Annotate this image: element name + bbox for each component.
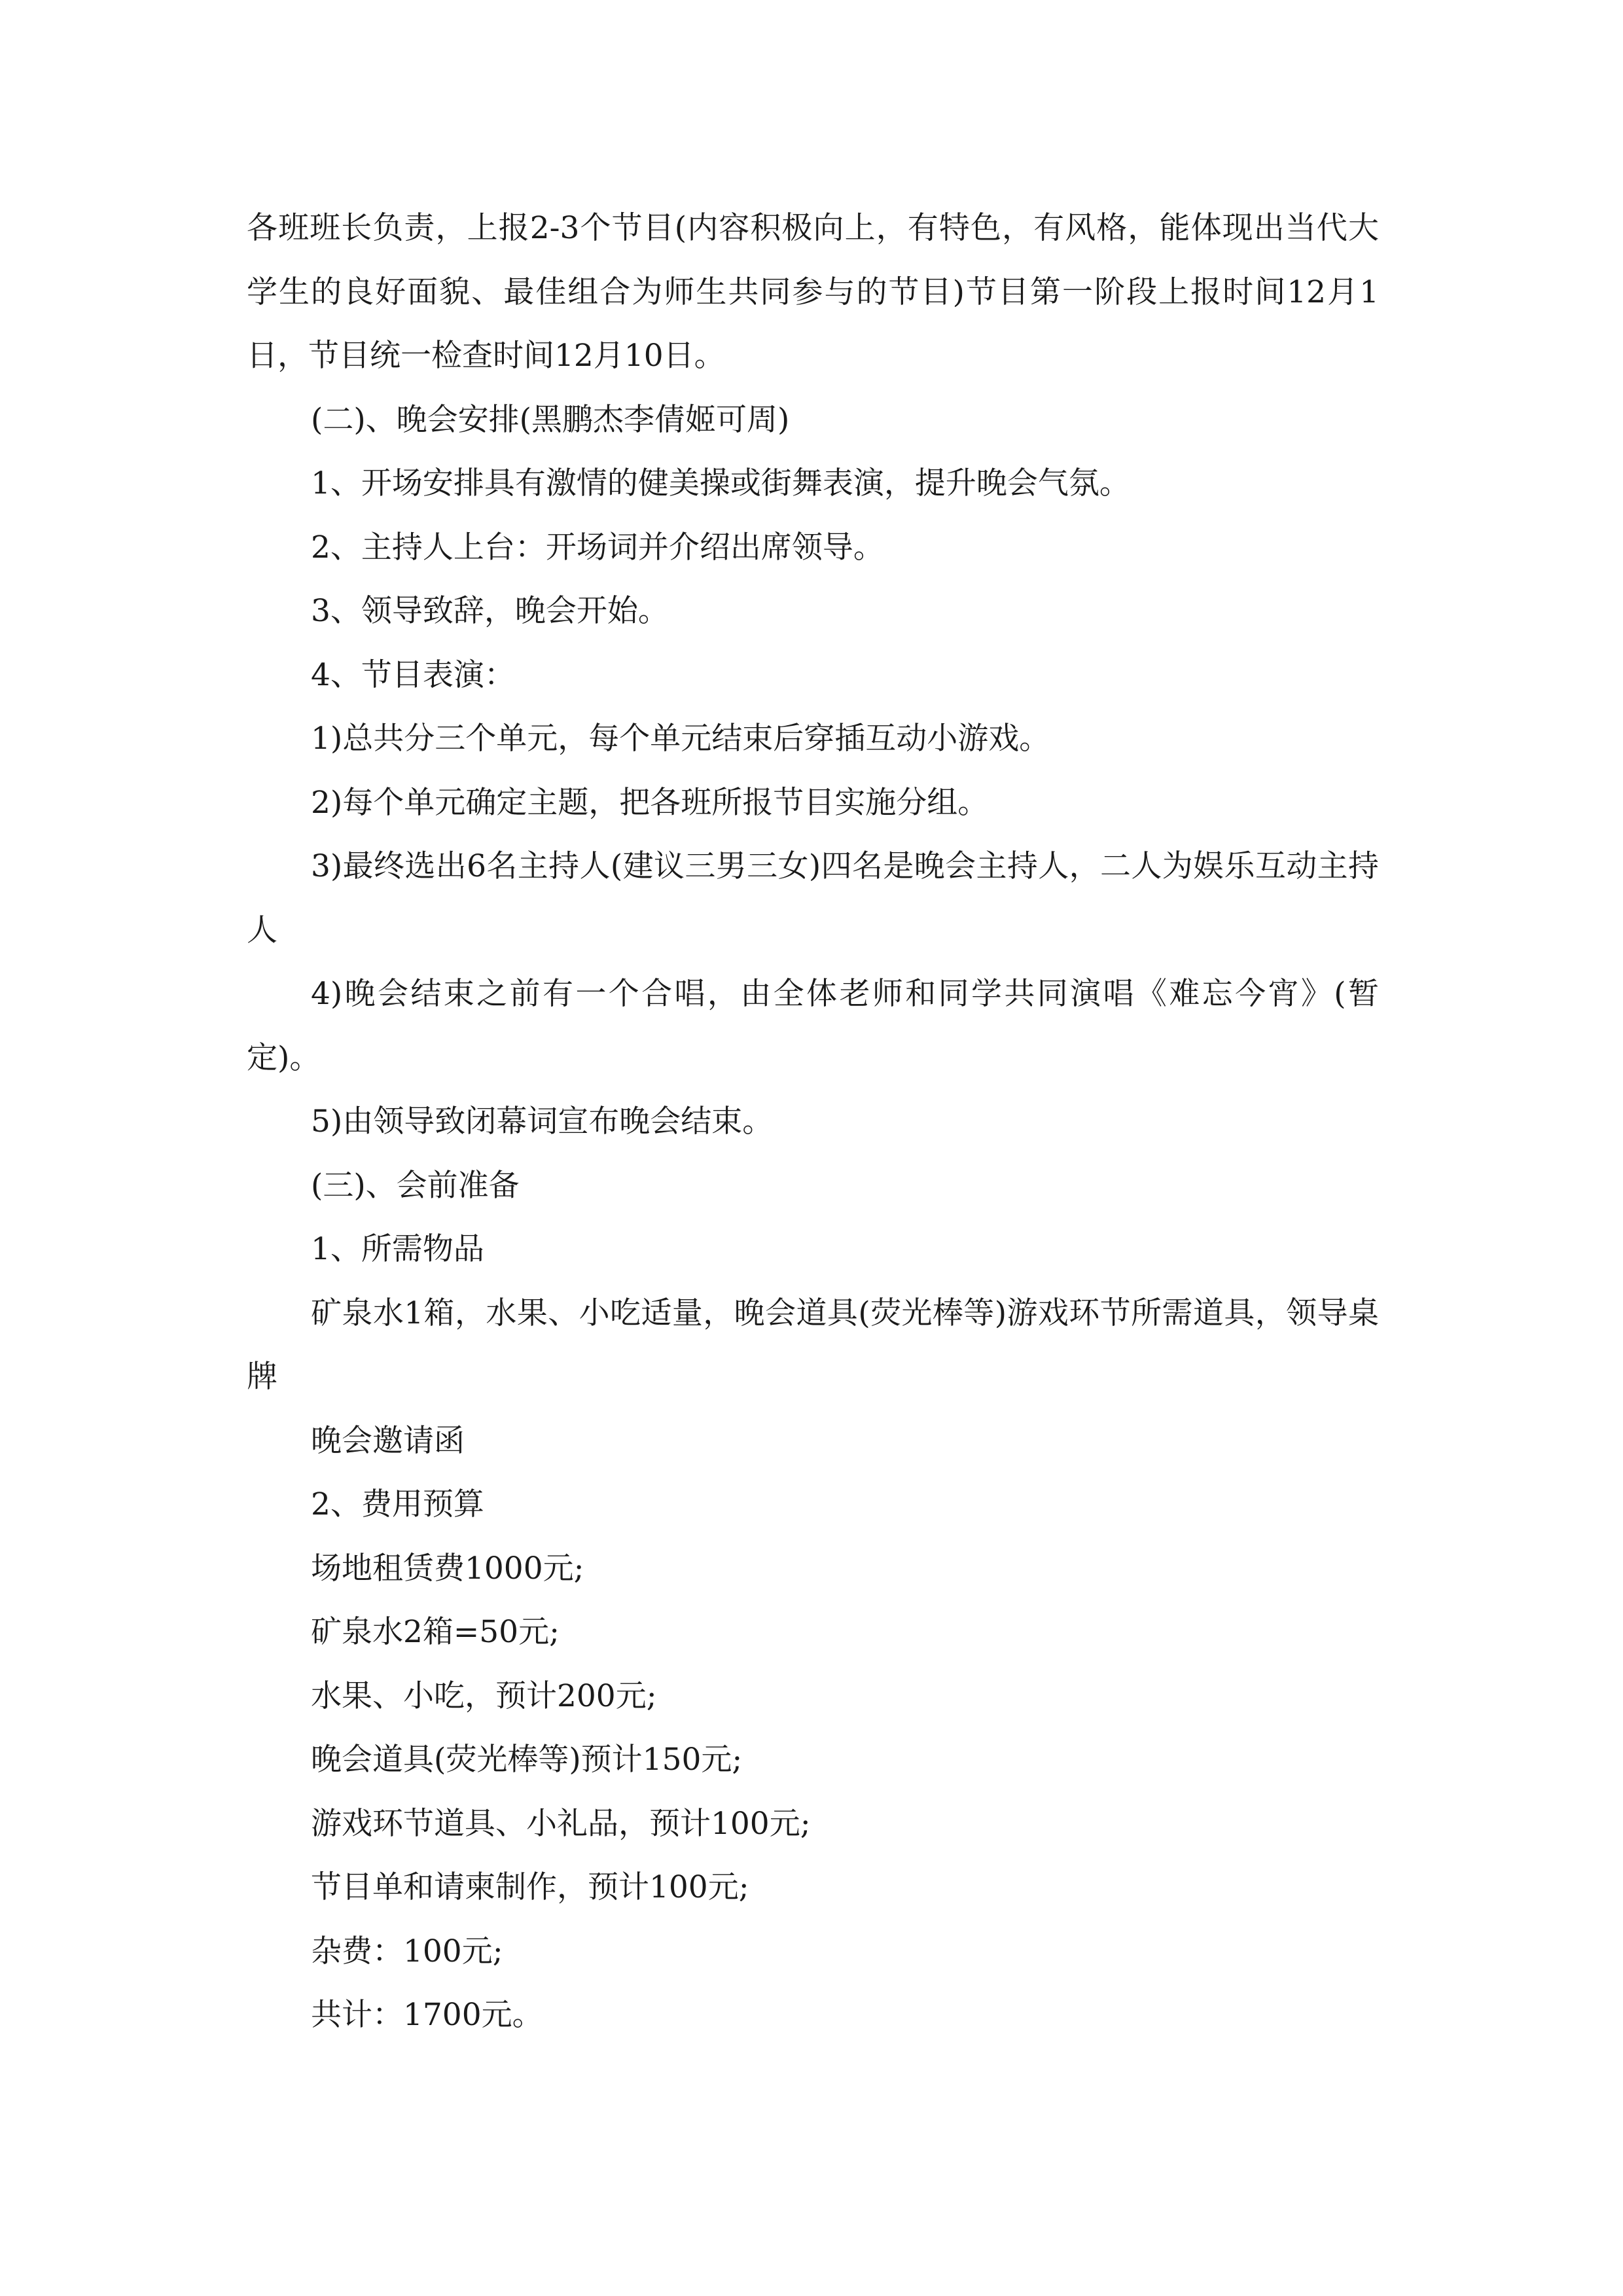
list-item-opening-performance: 1、开场安排具有激情的健美操或街舞表演，提升晚会气氛。 [311, 465, 1130, 501]
budget-total: 共计：1700元。 [311, 1997, 543, 2033]
heading-evening-arrangement: (二)、晚会安排(黑鹏杰李倩姬可周) [311, 401, 790, 438]
list-item-leader-speech: 3、领导致辞，晚会开始。 [311, 593, 669, 629]
budget-venue-rental: 场地租赁费1000元; [311, 1550, 584, 1587]
paragraph-invitation: 晚会邀请函 [311, 1422, 465, 1459]
sub-item-three-units: 1)总共分三个单元，每个单元结束后穿插互动小游戏。 [311, 721, 1050, 757]
paragraph-item-list: 矿泉水1箱，水果、小吃适量，晚会道具(荧光棒等)游戏环节所需道具，领导桌牌 [247, 1295, 1379, 1395]
budget-mineral-water: 矿泉水2箱=50元; [311, 1614, 560, 1650]
list-item-host-on-stage: 2、主持人上台：开场词并介绍出席领导。 [311, 529, 884, 565]
list-item-program-performance: 4、节目表演： [311, 656, 515, 693]
list-item-required-items: 1、所需物品 [311, 1231, 484, 1267]
budget-props: 晚会道具(荧光棒等)预计150元; [311, 1742, 743, 1778]
budget-game-gifts: 游戏环节道具、小礼品，预计100元; [311, 1805, 811, 1842]
paragraph-program-submission: 各班班长负责，上报2-3个节目(内容积极向上，有特色，有风格，能体现出当代大学生的良好面貌、最佳组合为师生共同参与的节目)节目第一阶段上报时间12月1日，节目统一检查时间12月10日。 [247, 210, 1379, 374]
budget-program-invitations: 节目单和请柬制作，预计100元; [311, 1869, 749, 1905]
budget-fruit-snacks: 水果、小吃，预计200元; [311, 1677, 657, 1714]
heading-pre-event-preparation: (三)、会前准备 [311, 1167, 520, 1204]
sub-item-chorus: 4)晚会结束之前有一个合唱，由全体老师和同学共同演唱《难忘今宵》(暂定)。 [247, 976, 1379, 1076]
budget-misc: 杂费：100元; [311, 1933, 503, 1969]
list-item-budget: 2、费用预算 [311, 1486, 484, 1522]
sub-item-unit-themes: 2)每个单元确定主题，把各班所报节目实施分组。 [311, 784, 989, 821]
sub-item-closing-speech: 5)由领导致闭幕词宣布晚会结束。 [311, 1103, 774, 1139]
document-body [247, 196, 1379, 2047]
sub-item-select-hosts: 3)最终选出6名主持人(建议三男三女)四名是晚会主持人，二人为娱乐互动主持人 [247, 848, 1379, 948]
